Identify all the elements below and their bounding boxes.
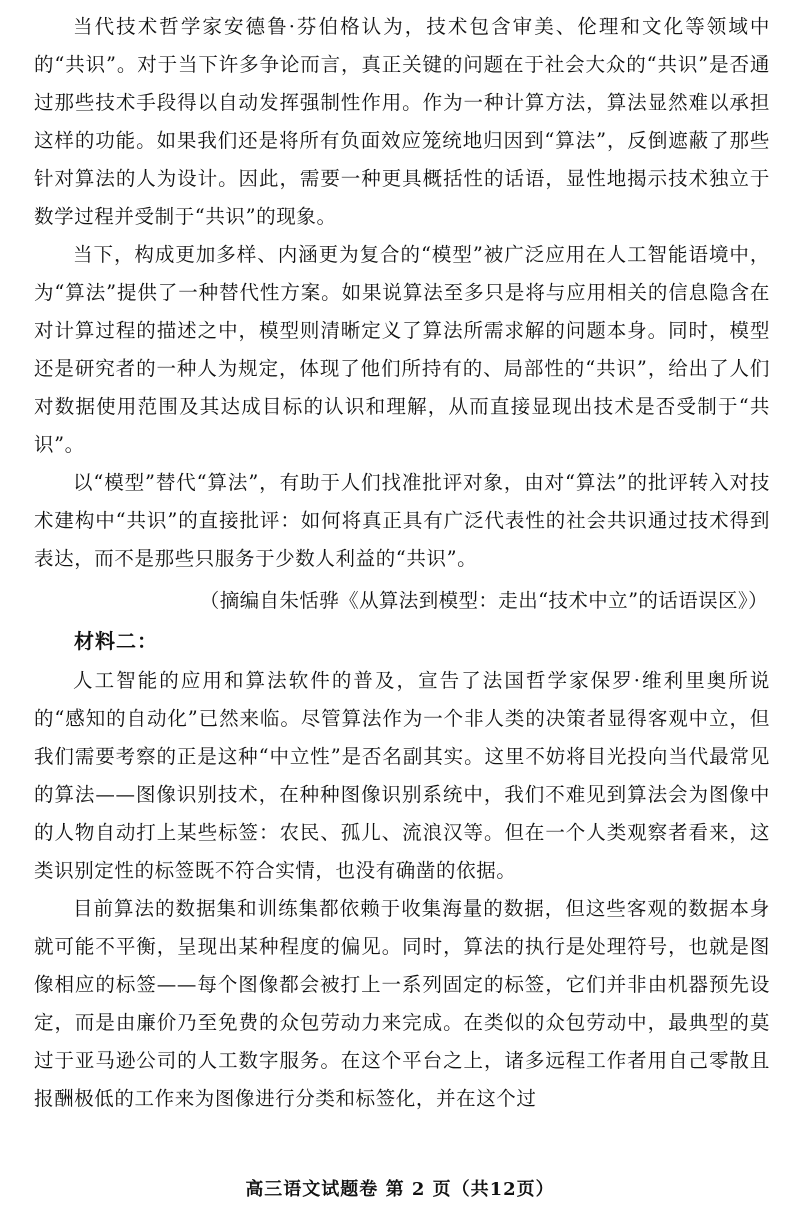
source-citation: （摘编自朱恬骅《从算法到模型：走出“技术中立”的话语误区》） [199,589,768,612]
article-body [34,8,770,1118]
page-footer: 高三语文试题卷 第 2 页（共12页） [245,1179,555,1200]
paragraph-3: 以“模型”替代“算法”，有助于人们找准批评对象，由对“算法”的批评转入对技术建构中“共识”的直接批评：如何将真正具有广泛代表性的社会共识通过技术得到表达，而不是那些只服务于少数人利益的“共识”。 [34,471,770,570]
section-heading-material-two: 材料二： [74,629,158,653]
paragraph-1: 当代技术哲学家安德鲁·芬伯格认为，技术包含审美、伦理和文化等领域中的“共识”。对于当下许多争论而言，真正关键的问题在于社会大众的“共识”是否通过那些技术手段得以自动发挥强制性作用。作为一种计算方法，算法显然难以承担这样的功能。如果我们还是将所有负面效应笼统地归因到“算法”，反倒遮蔽了那些针对算法的人为设计。因此，需要一种更具概括性的话语，显性地揭示技术独立于数学过程并受制于“共识”的现象。 [34,15,770,228]
paragraph-5: 目前算法的数据集和训练集都依赖于收集海量的数据，但这些客观的数据本身就可能不平衡，呈现出某种程度的偏见。同时，算法的执行是处理符号，也就是图像相应的标签——每个图像都会被打上一系列固定的标签，它们并非由机器预先设定，而是由廉价乃至免费的众包劳动力来完成。在类似的众包劳动中，最典型的莫过于亚马逊公司的人工数字服务。在这个平台之上，诸多远程工作者用自己零散且报酬极低的工作来为图像进行分类和标签化，并在这个过 [34,897,770,1110]
paragraph-4: 人工智能的应用和算法软件的普及，宣告了法国哲学家保罗·维利里奥所说的“感知的自动化”已然来临。尽管算法作为一个非人类的决策者显得客观中立，但我们需要考察的正是这种“中立性”是否名副其实。这里不妨将目光投向当代最常见的算法——图像识别技术，在种种图像识别系统中，我们不难见到算法会为图像中的人物自动打上某些标签：农民、孤儿、流浪汉等。但在一个人类观察者看来，这类识别定性的标签既不符合实情，也没有确凿的依据。 [34,669,770,882]
paragraph-2: 当下，构成更加多样、内涵更为复合的“模型”被广泛应用在人工智能语境中，为“算法”提供了一种替代性方案。如果说算法至多只是将与应用相关的信息隐含在对计算过程的描述之中，模型则清晰定义了算法所需求解的问题本身。同时，模型还是研究者的一种人为规定，体现了他们所持有的、局部性的“共识”，给出了人们对数据使用范围及其达成目标的认识和理解，从而直接显现出技术是否受制于“共识”。 [34,243,770,456]
